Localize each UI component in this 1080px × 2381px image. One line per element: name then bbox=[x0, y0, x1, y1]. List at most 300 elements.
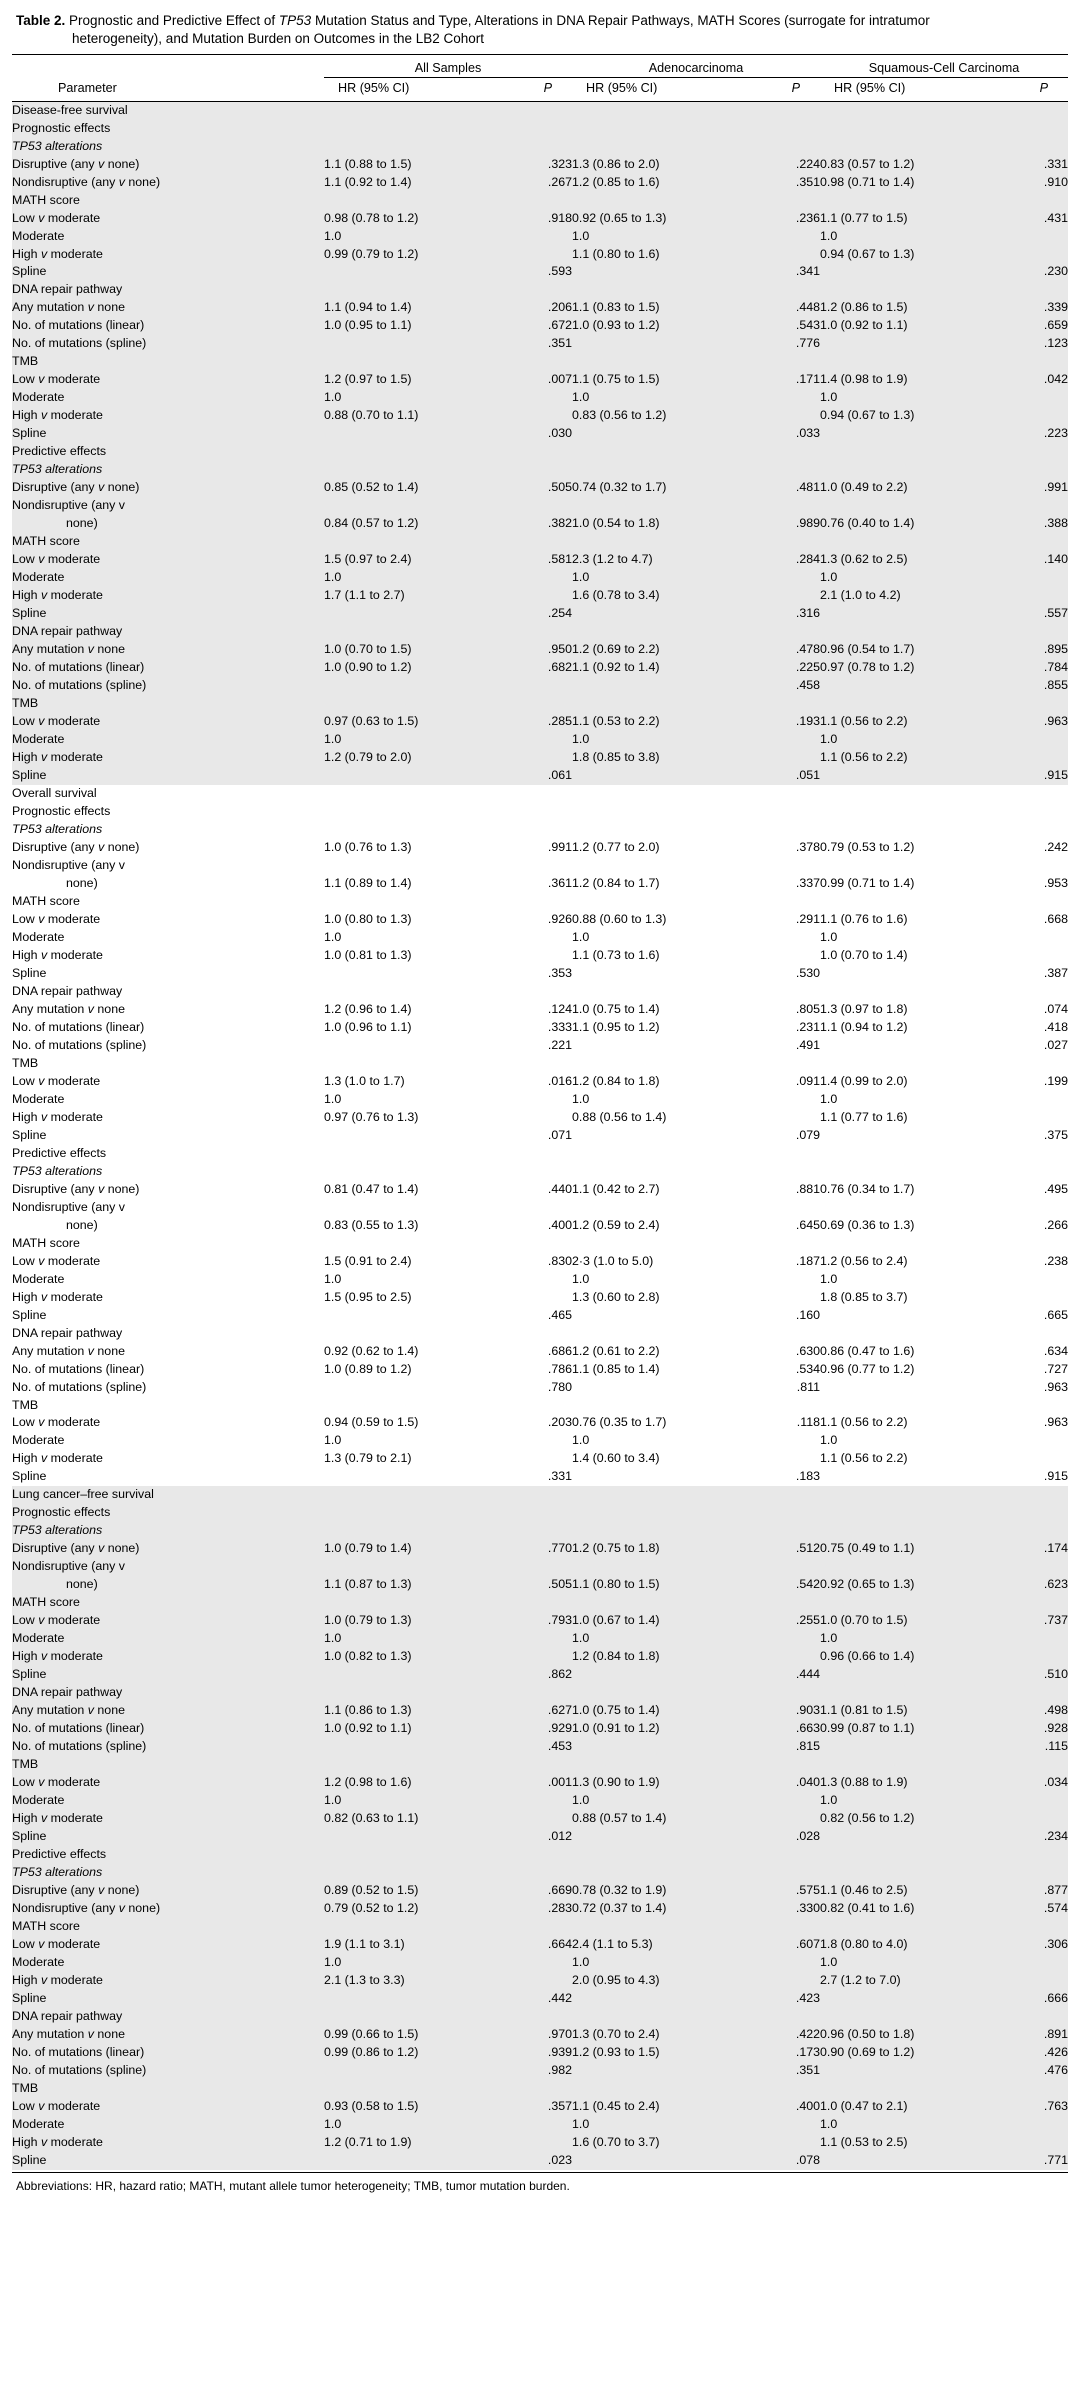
row-label-text: Spline bbox=[12, 1469, 47, 1484]
hr-squamous: 1.1 (0.53 to 2.5) bbox=[820, 2134, 988, 2152]
p-squamous: .784 bbox=[988, 659, 1068, 677]
hr-adenocarcinoma: 1.1 (0.80 to 1.6) bbox=[572, 246, 740, 264]
table-row bbox=[12, 803, 1068, 821]
hr-all-samples bbox=[324, 461, 492, 479]
p-adenocarcinoma: .183 bbox=[795, 1469, 820, 1484]
hr-adenocarcinoma: 1.2 (0.59 to 2.4) bbox=[572, 1217, 660, 1232]
p-squamous bbox=[988, 1432, 1068, 1450]
table-row bbox=[12, 947, 1068, 965]
p-adenocarcinoma bbox=[740, 407, 820, 425]
p-squamous: .074 bbox=[1043, 1001, 1068, 1016]
p-squamous: .306 bbox=[988, 1936, 1068, 1954]
p-all-samples bbox=[492, 443, 572, 461]
hr-squamous bbox=[820, 983, 988, 1001]
p-squamous: .891 bbox=[988, 2026, 1068, 2044]
p-adenocarcinoma bbox=[740, 353, 820, 371]
hr-all-samples bbox=[324, 1594, 492, 1612]
hr-squamous bbox=[820, 120, 988, 138]
row-label-text: DNA repair pathway bbox=[12, 282, 123, 297]
table-caption bbox=[12, 10, 1068, 54]
row-label bbox=[12, 1972, 324, 1990]
group-header-adenocarcinoma: Adenocarcinoma bbox=[572, 58, 820, 78]
hr-all-samples: 1.0 (0.80 to 1.3) bbox=[324, 911, 412, 926]
row-label-text: Moderate bbox=[12, 228, 65, 243]
p-all-samples: .780 bbox=[547, 1379, 572, 1394]
table-row bbox=[12, 1199, 1068, 1235]
hr-adenocarcinoma bbox=[572, 1828, 740, 1846]
row-label bbox=[12, 767, 324, 785]
p-adenocarcinoma: .903 bbox=[740, 1702, 820, 1720]
row-label-text: Low v moderate bbox=[12, 1775, 101, 1790]
p-squamous bbox=[988, 1397, 1068, 1415]
table-row bbox=[12, 2098, 1068, 2116]
p-squamous: .498 bbox=[988, 1702, 1068, 1720]
row-label-text: Any mutation v none bbox=[12, 642, 125, 657]
table-row bbox=[12, 1397, 1068, 1415]
table-row bbox=[12, 713, 1068, 731]
hr-squamous bbox=[820, 461, 988, 479]
p-squamous: .266 bbox=[1043, 1217, 1068, 1232]
hr-all-samples bbox=[324, 1037, 492, 1055]
table-row bbox=[12, 1486, 1068, 1504]
table-head bbox=[12, 54, 1068, 101]
p-adenocarcinoma bbox=[740, 1846, 820, 1864]
hr-adenocarcinoma: 2.3 (1.2 to 4.7) bbox=[572, 551, 740, 569]
p-adenocarcinoma bbox=[740, 1109, 820, 1127]
p-all-samples bbox=[492, 533, 572, 551]
hr-adenocarcinoma: 1.0 bbox=[572, 1630, 740, 1648]
p-adenocarcinoma: .040 bbox=[740, 1774, 820, 1792]
hr-adenocarcinoma bbox=[572, 1522, 740, 1540]
table-row bbox=[12, 587, 1068, 605]
p-squamous bbox=[988, 101, 1068, 119]
row-label bbox=[12, 425, 324, 443]
table-row bbox=[12, 1684, 1068, 1702]
row-label bbox=[12, 2098, 324, 2116]
hr-squamous bbox=[820, 1163, 988, 1181]
hr-all-samples: 1.0 (0.96 to 1.1) bbox=[324, 1019, 412, 1034]
hr-adenocarcinoma bbox=[572, 1127, 740, 1145]
p-adenocarcinoma bbox=[740, 1325, 820, 1343]
p-adenocarcinoma: .530 bbox=[795, 965, 820, 980]
hr-all-samples: 1.0 bbox=[324, 389, 492, 407]
row-label bbox=[12, 1145, 324, 1163]
hr-squamous: 1.8 (0.80 to 4.0) bbox=[820, 1936, 988, 1954]
p-squamous: .928 bbox=[988, 1720, 1068, 1738]
p-squamous: .910 bbox=[988, 174, 1068, 192]
hr-squamous: 0.90 (0.69 to 1.2) bbox=[820, 2044, 988, 2062]
p-adenocarcinoma: .187 bbox=[795, 1253, 820, 1268]
p-adenocarcinoma: .160 bbox=[795, 1307, 820, 1322]
p-squamous bbox=[988, 389, 1068, 407]
hr-squamous: 1.0 bbox=[820, 1433, 838, 1448]
row-label-text: Moderate bbox=[12, 1271, 65, 1286]
hr-all-samples bbox=[324, 443, 492, 461]
p-squamous: .375 bbox=[1043, 1127, 1068, 1142]
row-label bbox=[12, 605, 324, 623]
row-label bbox=[12, 677, 324, 695]
row-label bbox=[12, 138, 324, 156]
p-all-samples bbox=[492, 1163, 572, 1181]
table-row bbox=[12, 299, 1068, 317]
hr-squamous bbox=[820, 1828, 988, 1846]
p-adenocarcinoma bbox=[740, 587, 820, 605]
row-label-text: No. of mutations (linear) bbox=[12, 1019, 145, 1034]
table-row bbox=[12, 2044, 1068, 2062]
p-squamous bbox=[988, 821, 1068, 839]
hr-squamous bbox=[820, 335, 988, 353]
hr-squamous: 1.1 (0.46 to 2.5) bbox=[820, 1882, 988, 1900]
row-label-text: High v moderate bbox=[12, 588, 103, 603]
table-row bbox=[12, 1900, 1068, 1918]
hr-adenocarcinoma: 1.3 (0.86 to 2.0) bbox=[572, 156, 740, 174]
hr-all-samples bbox=[324, 353, 492, 371]
p-all-samples: .926 bbox=[547, 911, 572, 926]
row-label bbox=[12, 1432, 324, 1450]
hr-all-samples bbox=[324, 1846, 492, 1864]
row-label-text: High v moderate bbox=[12, 1451, 103, 1466]
row-label-text: Any mutation v none bbox=[12, 1343, 125, 1358]
row-label bbox=[12, 839, 324, 857]
table-row bbox=[12, 1181, 1068, 1199]
row-label bbox=[12, 1558, 324, 1594]
p-squamous: .557 bbox=[988, 605, 1068, 623]
p-adenocarcinoma: .091 bbox=[795, 1073, 820, 1088]
p-squamous: .737 bbox=[988, 1612, 1068, 1630]
p-adenocarcinoma bbox=[740, 893, 820, 911]
p-squamous bbox=[988, 1235, 1068, 1253]
p-all-samples: .023 bbox=[492, 2152, 572, 2170]
table-row bbox=[12, 1882, 1068, 1900]
p-adenocarcinoma: .079 bbox=[795, 1127, 820, 1142]
hr-all-samples bbox=[324, 605, 492, 623]
p-all-samples bbox=[492, 1810, 572, 1828]
hr-adenocarcinoma bbox=[572, 263, 740, 281]
table-row bbox=[12, 246, 1068, 264]
row-label-text: MATH score bbox=[12, 1595, 80, 1610]
p-squamous bbox=[988, 1289, 1068, 1307]
row-label-text: TP53 alterations bbox=[12, 462, 103, 477]
row-label-text: TMB bbox=[12, 2080, 39, 2095]
row-label-text: MATH score bbox=[12, 1235, 80, 1250]
p-adenocarcinoma bbox=[740, 228, 820, 246]
hr-all-samples bbox=[324, 1666, 492, 1684]
group-header-blank bbox=[12, 58, 324, 78]
hr-squamous bbox=[820, 2062, 988, 2080]
row-label bbox=[12, 1486, 324, 1504]
table-row bbox=[12, 1289, 1068, 1307]
p-all-samples: .627 bbox=[492, 1702, 572, 1720]
row-label bbox=[12, 623, 324, 641]
hr-all-samples: 1.5 (0.91 to 2.4) bbox=[324, 1253, 412, 1268]
hr-all-samples: 1.0 bbox=[324, 1271, 342, 1286]
row-label bbox=[12, 641, 324, 659]
p-adenocarcinoma: .575 bbox=[740, 1882, 820, 1900]
hr-all-samples: 1.2 (0.71 to 1.9) bbox=[324, 2134, 492, 2152]
hr-all-samples: 1.1 (0.94 to 1.4) bbox=[324, 299, 492, 317]
hr-adenocarcinoma: 0.88 (0.56 to 1.4) bbox=[572, 1109, 667, 1124]
hr-all-samples bbox=[324, 425, 492, 443]
p-all-samples bbox=[492, 749, 572, 767]
p-squamous bbox=[988, 1325, 1068, 1343]
table-caption-line2: heterogeneity), and Mutation Burden on Outcomes in the LB2 Cohort bbox=[72, 30, 485, 46]
hr-all-samples: 2.1 (1.3 to 3.3) bbox=[324, 1972, 492, 1990]
table-row bbox=[12, 893, 1068, 911]
hr-squamous: 1.0 bbox=[820, 731, 988, 749]
row-label bbox=[12, 695, 324, 713]
hr-all-samples: 0.92 (0.62 to 1.4) bbox=[324, 1343, 419, 1358]
p-squamous bbox=[988, 749, 1068, 767]
p-all-samples: .950 bbox=[492, 641, 572, 659]
p-squamous bbox=[988, 1792, 1068, 1810]
p-squamous: .476 bbox=[988, 2062, 1068, 2080]
hr-adenocarcinoma: 1.6 (0.78 to 3.4) bbox=[572, 587, 740, 605]
row-label-text: Moderate bbox=[12, 1631, 65, 1646]
p-adenocarcinoma: .118 bbox=[796, 1415, 820, 1430]
row-label bbox=[12, 246, 324, 264]
table-row bbox=[12, 1468, 1068, 1486]
table-row bbox=[12, 1432, 1068, 1450]
hr-all-samples bbox=[324, 1055, 492, 1073]
row-label bbox=[12, 533, 324, 551]
hr-squamous bbox=[820, 1756, 988, 1774]
p-all-samples: .001 bbox=[492, 1774, 572, 1792]
row-label-text: Spline bbox=[12, 768, 47, 783]
table-row bbox=[12, 1145, 1068, 1163]
row-label bbox=[12, 1648, 324, 1666]
p-all-samples: .016 bbox=[547, 1073, 572, 1088]
hr-adenocarcinoma: 2.0 (0.95 to 4.3) bbox=[572, 1972, 740, 1990]
hr-adenocarcinoma bbox=[572, 785, 740, 803]
p-adenocarcinoma bbox=[740, 1091, 820, 1109]
p-all-samples: .361 bbox=[547, 875, 572, 890]
hr-all-samples: 1.0 (0.89 to 1.2) bbox=[324, 1361, 412, 1376]
p-squamous bbox=[988, 1091, 1068, 1109]
subheader-row bbox=[12, 77, 1068, 99]
hr-all-samples: 1.1 (0.87 to 1.3) bbox=[324, 1558, 492, 1594]
hr-all-samples bbox=[324, 623, 492, 641]
hr-adenocarcinoma bbox=[572, 101, 740, 119]
hr-squamous bbox=[820, 821, 988, 839]
hr-all-samples: 1.0 (0.92 to 1.1) bbox=[324, 1720, 492, 1738]
row-label bbox=[12, 192, 324, 210]
hr-all-samples: 1.0 bbox=[324, 929, 342, 944]
row-label bbox=[12, 659, 324, 677]
table-row bbox=[12, 1990, 1068, 2008]
hr-adenocarcinoma bbox=[572, 2152, 740, 2170]
row-label bbox=[12, 461, 324, 479]
table-row bbox=[12, 821, 1068, 839]
hr-adenocarcinoma bbox=[572, 1163, 740, 1181]
p-adenocarcinoma bbox=[740, 533, 820, 551]
p-all-samples bbox=[492, 731, 572, 749]
hr-all-samples: 0.82 (0.63 to 1.1) bbox=[324, 1810, 492, 1828]
p-adenocarcinoma: .341 bbox=[740, 263, 820, 281]
hr-adenocarcinoma: 1.6 (0.70 to 3.7) bbox=[572, 2134, 740, 2152]
p-all-samples bbox=[492, 1630, 572, 1648]
p-adenocarcinoma: .291 bbox=[795, 911, 820, 926]
p-squamous: .668 bbox=[1043, 911, 1068, 926]
table-row bbox=[12, 1630, 1068, 1648]
hr-squamous: 0.92 (0.65 to 1.3) bbox=[820, 1558, 988, 1594]
p-adenocarcinoma: .776 bbox=[740, 335, 820, 353]
hr-squamous: 1.0 (0.70 to 1.5) bbox=[820, 1612, 988, 1630]
p-adenocarcinoma bbox=[740, 1397, 820, 1415]
hr-all-samples: 1.0 (0.76 to 1.3) bbox=[324, 839, 412, 854]
p-squamous: .953 bbox=[1043, 875, 1068, 890]
table-row bbox=[12, 228, 1068, 246]
row-label bbox=[12, 1540, 324, 1558]
hr-squamous: 2.1 (1.0 to 4.2) bbox=[820, 587, 988, 605]
row-label-text: High v moderate bbox=[12, 1289, 103, 1304]
p-squamous bbox=[988, 1055, 1068, 1073]
hr-squamous bbox=[820, 1486, 988, 1504]
p-adenocarcinoma: .630 bbox=[795, 1343, 820, 1358]
p-adenocarcinoma bbox=[740, 695, 820, 713]
p-all-samples bbox=[492, 281, 572, 299]
p-all-samples bbox=[492, 138, 572, 156]
hr-adenocarcinoma bbox=[572, 1379, 740, 1397]
hr-adenocarcinoma: 1.1 (0.75 to 1.5) bbox=[572, 371, 740, 389]
p-squamous bbox=[988, 929, 1068, 947]
table-row bbox=[12, 785, 1068, 803]
hr-adenocarcinoma: 1.0 bbox=[572, 1433, 590, 1448]
row-label-text: Moderate bbox=[12, 732, 65, 747]
hr-all-samples bbox=[324, 1684, 492, 1702]
p-squamous: .659 bbox=[988, 317, 1068, 335]
p-squamous bbox=[988, 2134, 1068, 2152]
p-all-samples bbox=[492, 1756, 572, 1774]
p-squamous bbox=[988, 785, 1068, 803]
row-label-text: High v moderate bbox=[12, 947, 103, 962]
hr-adenocarcinoma: 1.0 (0.93 to 1.2) bbox=[572, 317, 740, 335]
p-all-samples bbox=[492, 228, 572, 246]
hr-squamous: 0.99 (0.87 to 1.1) bbox=[820, 1720, 988, 1738]
p-all-samples bbox=[492, 821, 572, 839]
table-row bbox=[12, 965, 1068, 983]
hr-adenocarcinoma: 1.3 (0.70 to 2.4) bbox=[572, 2026, 740, 2044]
row-label-text: TMB bbox=[12, 354, 39, 369]
hr-all-samples bbox=[324, 335, 492, 353]
table-row bbox=[12, 1972, 1068, 1990]
row-label bbox=[12, 389, 324, 407]
row-label-text: Spline bbox=[12, 264, 47, 279]
hr-squamous: 0.82 (0.41 to 1.6) bbox=[820, 1900, 988, 1918]
row-label bbox=[12, 371, 324, 389]
hr-all-samples: 0.83 (0.55 to 1.3) bbox=[324, 1217, 419, 1232]
row-label bbox=[12, 713, 324, 731]
hr-squamous bbox=[820, 2152, 988, 2170]
p-all-samples: .357 bbox=[492, 2098, 572, 2116]
hr-all-samples bbox=[324, 1828, 492, 1846]
p-adenocarcinoma: .028 bbox=[740, 1828, 820, 1846]
p-adenocarcinoma bbox=[740, 1522, 820, 1540]
table-row bbox=[12, 2008, 1068, 2026]
hr-squamous: 0.76 (0.34 to 1.7) bbox=[820, 1181, 915, 1196]
p-squamous: .963 bbox=[1043, 1379, 1068, 1394]
p-adenocarcinoma: .351 bbox=[740, 174, 820, 192]
p-adenocarcinoma: .033 bbox=[740, 425, 820, 443]
row-label-text-cont: none) bbox=[66, 1577, 98, 1592]
p-all-samples: .030 bbox=[492, 425, 572, 443]
hr-squamous bbox=[820, 1145, 988, 1163]
hr-squamous: 1.1 (0.77 to 1.6) bbox=[820, 1109, 908, 1124]
p-squamous bbox=[988, 1810, 1068, 1828]
hr-squamous bbox=[820, 1307, 988, 1325]
p-all-samples: .331 bbox=[547, 1469, 572, 1484]
hr-all-samples bbox=[324, 1307, 492, 1325]
p-adenocarcinoma: .663 bbox=[740, 1720, 820, 1738]
hr-squamous: 0.79 (0.53 to 1.2) bbox=[820, 839, 915, 854]
p-squamous: .915 bbox=[988, 767, 1068, 785]
table-row bbox=[12, 1648, 1068, 1666]
table-row bbox=[12, 192, 1068, 210]
p-all-samples bbox=[492, 587, 572, 605]
p-adenocarcinoma bbox=[740, 1684, 820, 1702]
row-label-text: Prognostic effects bbox=[12, 120, 111, 135]
hr-adenocarcinoma bbox=[572, 821, 740, 839]
hr-all-samples: 0.99 (0.79 to 1.2) bbox=[324, 246, 492, 264]
hr-adenocarcinoma: 1.1 (0.53 to 2.2) bbox=[572, 713, 740, 731]
p-all-samples: .442 bbox=[492, 1990, 572, 2008]
hr-squamous bbox=[820, 2008, 988, 2026]
table-row bbox=[12, 695, 1068, 713]
hr-all-samples bbox=[324, 1756, 492, 1774]
p-adenocarcinoma bbox=[740, 947, 820, 965]
row-label-text: Low v moderate bbox=[12, 552, 101, 567]
p-squamous: .574 bbox=[988, 1900, 1068, 1918]
p-squamous: .339 bbox=[988, 299, 1068, 317]
p-squamous: .771 bbox=[988, 2152, 1068, 2170]
p-squamous bbox=[988, 228, 1068, 246]
row-label-text: Moderate bbox=[12, 390, 65, 405]
hr-adenocarcinoma bbox=[572, 1307, 740, 1325]
row-label bbox=[12, 479, 324, 497]
p-squamous bbox=[988, 1756, 1068, 1774]
hr-squamous bbox=[820, 1864, 988, 1882]
hr-all-samples: 0.85 (0.52 to 1.4) bbox=[324, 479, 492, 497]
row-label bbox=[12, 228, 324, 246]
p-adenocarcinoma: .481 bbox=[740, 479, 820, 497]
p-adenocarcinoma: .351 bbox=[740, 2062, 820, 2080]
p-squamous bbox=[988, 1630, 1068, 1648]
p-squamous bbox=[988, 407, 1068, 425]
p-squamous: .510 bbox=[988, 1666, 1068, 1684]
hr-squamous bbox=[820, 1594, 988, 1612]
row-label-text-cont: none) bbox=[66, 1217, 98, 1232]
table-body bbox=[12, 101, 1068, 2170]
hr-all-samples: 0.88 (0.70 to 1.1) bbox=[324, 407, 492, 425]
p-all-samples bbox=[492, 1648, 572, 1666]
row-label-text: No. of mutations (linear) bbox=[12, 1361, 145, 1376]
hr-all-samples bbox=[324, 120, 492, 138]
p-adenocarcinoma: .337 bbox=[795, 875, 820, 890]
p-all-samples: .770 bbox=[492, 1540, 572, 1558]
row-label bbox=[12, 1379, 324, 1397]
p-all-samples: .664 bbox=[492, 1936, 572, 1954]
table-row bbox=[12, 443, 1068, 461]
p-squamous: .495 bbox=[1043, 1181, 1068, 1196]
row-label bbox=[12, 1271, 324, 1289]
row-label-text: Low v moderate bbox=[12, 1253, 101, 1268]
hr-adenocarcinoma: 0.78 (0.32 to 1.9) bbox=[572, 1882, 740, 1900]
row-label-text: TMB bbox=[12, 1055, 39, 1070]
row-label-text: Low v moderate bbox=[12, 1613, 101, 1628]
col-header-p-all: P bbox=[543, 80, 552, 95]
hr-all-samples bbox=[324, 677, 492, 695]
p-all-samples bbox=[492, 1397, 572, 1415]
hr-adenocarcinoma: 1.0 (0.75 to 1.4) bbox=[572, 1702, 740, 1720]
